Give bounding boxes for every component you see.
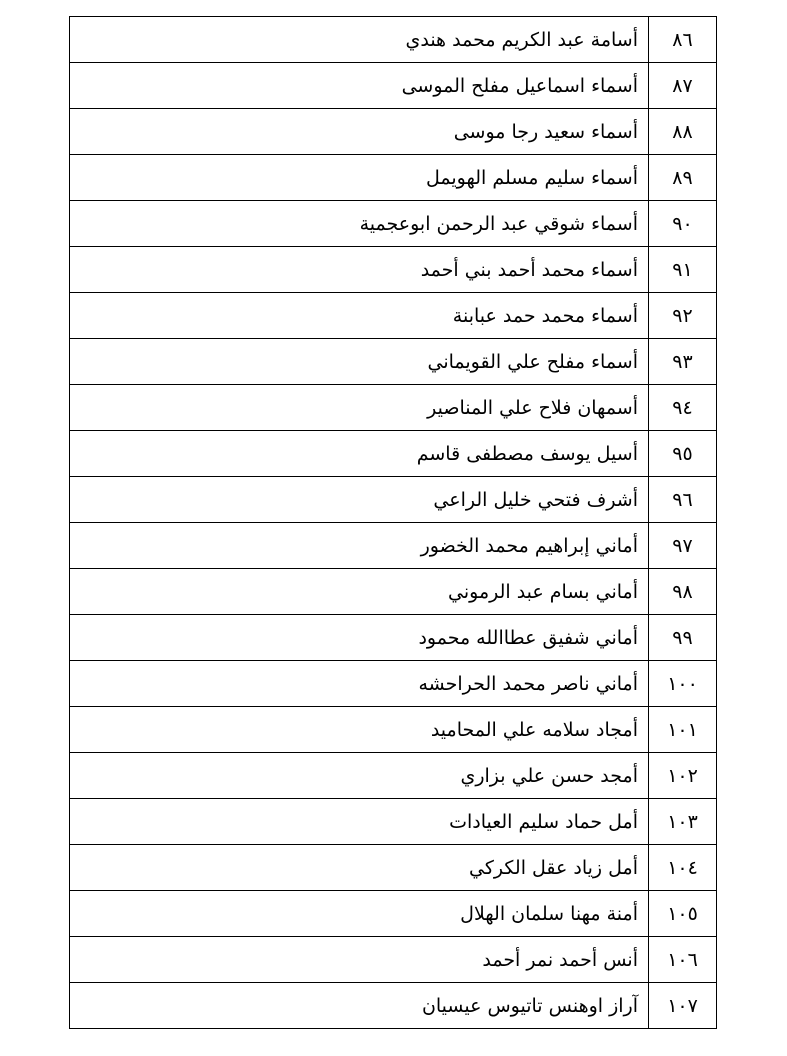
row-name: أماني بسام عبد الرموني [70,569,649,615]
table-row [70,247,717,293]
row-name: آراز اوهنس تاتيوس عيسيان [70,983,649,1029]
table-row [70,891,717,937]
table-row [70,155,717,201]
table-row [70,615,717,661]
names-table-body [70,17,717,1029]
row-name: أسمهان فلاح علي المناصير [70,385,649,431]
row-number: ١٠٥ [649,891,717,937]
row-name: أماني إبراهيم محمد الخضور [70,523,649,569]
table-row [70,63,717,109]
row-number: ١٠٧ [649,983,717,1029]
row-number: ٩٠ [649,201,717,247]
row-name: أسماء مفلح علي القويماني [70,339,649,385]
row-number: ٨٩ [649,155,717,201]
row-name: أسماء محمد أحمد بني أحمد [70,247,649,293]
table-row [70,983,717,1029]
row-number: ٨٧ [649,63,717,109]
table-row [70,523,717,569]
table-row [70,109,717,155]
table-row [70,339,717,385]
table-row [70,937,717,983]
row-number: ٩٩ [649,615,717,661]
row-number: ١٠٦ [649,937,717,983]
row-number: ٩٣ [649,339,717,385]
row-name: أسماء محمد حمد عبابنة [70,293,649,339]
row-number: ١٠٠ [649,661,717,707]
row-name: أمل حماد سليم العيادات [70,799,649,845]
row-number: ٩٧ [649,523,717,569]
table-row [70,569,717,615]
row-name: أمل زياد عقل الكركي [70,845,649,891]
row-number: ١٠١ [649,707,717,753]
row-name: أماني شفيق عطاالله محمود [70,615,649,661]
row-name: أمجاد سلامه علي المحاميد [70,707,649,753]
row-name: أسماء سعيد رجا موسى [70,109,649,155]
row-name: أمجد حسن علي بزاري [70,753,649,799]
row-name: أنس أحمد نمر أحمد [70,937,649,983]
row-number: ١٠٣ [649,799,717,845]
row-name: أسماء اسماعيل مفلح الموسى [70,63,649,109]
row-name: أسماء شوقي عبد الرحمن ابوعجمية [70,201,649,247]
row-number: ١٠٢ [649,753,717,799]
row-name: أمنة مهنا سلمان الهلال [70,891,649,937]
row-number: ٩١ [649,247,717,293]
row-number: ٩٢ [649,293,717,339]
row-number: ٩٥ [649,431,717,477]
row-number: ٩٦ [649,477,717,523]
table-row [70,431,717,477]
table-row [70,661,717,707]
row-number: ٨٦ [649,17,717,63]
names-table [69,16,717,1029]
row-name: أماني ناصر محمد الحراحشه [70,661,649,707]
table-row [70,707,717,753]
row-number: ٩٤ [649,385,717,431]
table-row [70,845,717,891]
table-row [70,753,717,799]
row-number: ٩٨ [649,569,717,615]
row-name: أشرف فتحي خليل الراعي [70,477,649,523]
table-row [70,17,717,63]
row-name: أسامة عبد الكريم محمد هندي [70,17,649,63]
row-name: أسماء سليم مسلم الهويمل [70,155,649,201]
row-name: أسيل يوسف مصطفى قاسم [70,431,649,477]
table-row [70,799,717,845]
table-row [70,385,717,431]
table-row [70,477,717,523]
table-row [70,201,717,247]
row-number: ٨٨ [649,109,717,155]
table-row [70,293,717,339]
row-number: ١٠٤ [649,845,717,891]
